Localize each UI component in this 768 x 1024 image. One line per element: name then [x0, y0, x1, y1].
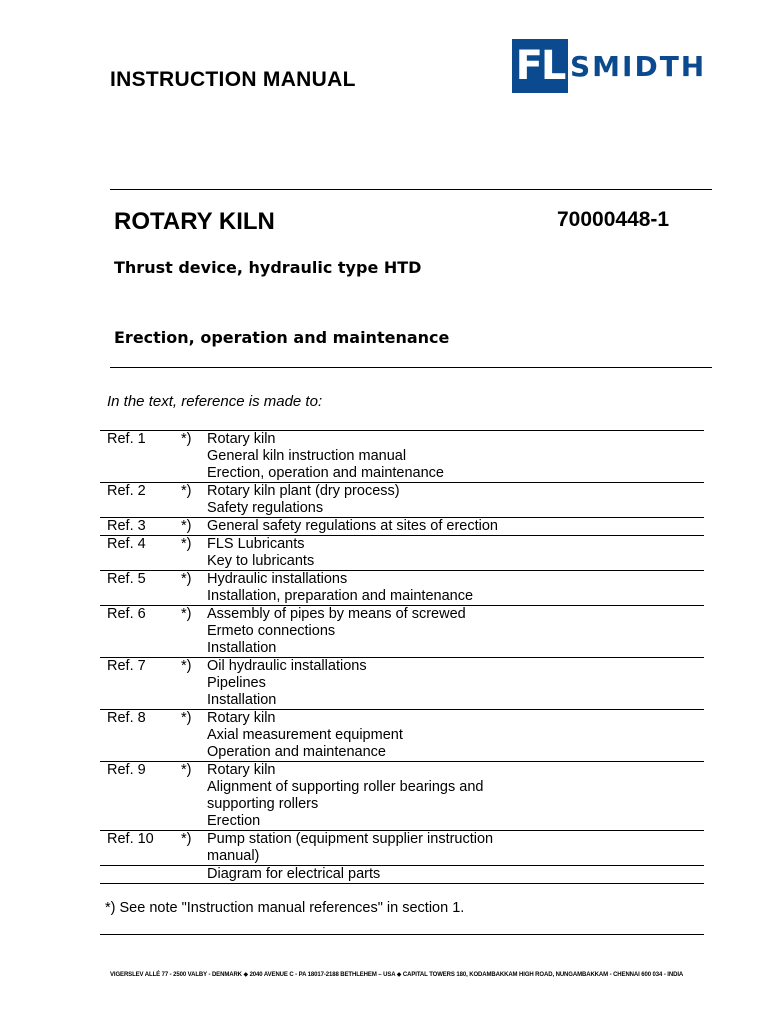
logo-text: SMIDTH	[570, 50, 707, 83]
reference-row	[100, 571, 704, 606]
reference-line: Rotary kiln plant (dry process)	[207, 483, 400, 499]
reference-description	[207, 762, 704, 830]
reference-mark: *)	[181, 831, 192, 847]
reference-id: Ref. 5	[107, 571, 146, 587]
reference-line: supporting rollers	[207, 796, 319, 812]
reference-line: Erection, operation and maintenance	[207, 465, 444, 481]
reference-id: Ref. 6	[107, 606, 146, 622]
reference-line: General safety regulations at sites of erection	[207, 518, 498, 534]
reference-row	[100, 866, 704, 884]
reference-id: Ref. 9	[107, 762, 146, 778]
reference-description	[207, 866, 704, 883]
reference-id: Ref. 3	[107, 518, 146, 534]
reference-line: Safety regulations	[207, 500, 324, 516]
reference-line: Diagram for electrical parts	[207, 866, 381, 882]
reference-line: Axial measurement equipment	[207, 727, 403, 743]
reference-row	[100, 762, 704, 831]
document-section: Erection, operation and maintenance	[114, 328, 450, 347]
reference-description	[207, 536, 704, 570]
reference-line: Pipelines	[207, 675, 266, 691]
reference-description	[207, 658, 704, 709]
reference-mark: *)	[181, 762, 192, 778]
reference-id: Ref. 1	[107, 431, 146, 447]
reference-id: Ref. 8	[107, 710, 146, 726]
reference-description	[207, 518, 704, 535]
reference-id: Ref. 4	[107, 536, 146, 552]
reference-line: Oil hydraulic installations	[207, 658, 367, 674]
reference-line: Installation, preparation and maintenance	[207, 588, 474, 604]
reference-line: Installation	[207, 640, 277, 656]
reference-mark	[181, 866, 207, 883]
reference-description	[207, 831, 704, 865]
reference-note: *) See note "Instruction manual references" in section 1.	[105, 900, 465, 916]
reference-row	[100, 831, 704, 866]
reference-line: Ermeto connections	[207, 623, 336, 639]
reference-line: Erection	[207, 813, 261, 829]
reference-row	[100, 658, 704, 710]
reference-id: Ref. 2	[107, 483, 146, 499]
reference-mark: *)	[181, 606, 192, 622]
reference-mark: *)	[181, 710, 192, 726]
document-number: 70000448-1	[557, 208, 670, 231]
reference-mark: *)	[181, 431, 192, 447]
reference-row	[100, 431, 704, 483]
reference-mark: *)	[181, 658, 192, 674]
reference-description	[207, 710, 704, 761]
reference-line: Rotary kiln	[207, 431, 276, 447]
reference-mark: *)	[181, 536, 192, 552]
reference-row	[100, 518, 704, 536]
reference-mark: *)	[181, 518, 192, 534]
document-subtitle: Thrust device, hydraulic type HTD	[114, 258, 422, 277]
reference-description	[207, 483, 704, 517]
footer-addresses: VIGERSLEV ALLÉ 77 - 2500 VALBY - DENMARK ◆ 2040 AVENUE C - PA 18017-2188 BETHLEHEM – USA ◆ CAPITAL TOWERS 180, KODAMBAKKAM HIGH ROAD, NUNGAMBAKKAM - CHENNAI 600 034 - INDIA	[110, 972, 684, 978]
reference-line: Assembly of pipes by means of screwed	[207, 606, 466, 622]
reference-description	[207, 571, 704, 605]
reference-line: Alignment of supporting roller bearings and	[207, 779, 484, 795]
reference-table	[100, 430, 704, 884]
reference-description	[207, 606, 704, 657]
reference-line: Key to lubricants	[207, 553, 315, 569]
divider-bottom	[100, 934, 704, 935]
divider-middle	[110, 367, 712, 368]
reference-id: Ref. 7	[107, 658, 146, 674]
reference-line: Installation	[207, 692, 277, 708]
reference-id	[100, 866, 181, 883]
intro-text: In the text, reference is made to:	[107, 393, 323, 410]
reference-line: Pump station (equipment supplier instruction	[207, 831, 494, 847]
logo-box: FL	[512, 39, 568, 93]
manual-title: INSTRUCTION MANUAL	[110, 68, 356, 91]
reference-mark: *)	[181, 571, 192, 587]
reference-row	[100, 710, 704, 762]
reference-line: Operation and maintenance	[207, 744, 386, 760]
reference-line: General kiln instruction manual	[207, 448, 407, 464]
reference-id: Ref. 10	[107, 831, 154, 847]
reference-row	[100, 536, 704, 571]
reference-line: manual)	[207, 848, 260, 864]
reference-line: Hydraulic installations	[207, 571, 348, 587]
reference-line: FLS Lubricants	[207, 536, 305, 552]
flsmidth-logo	[512, 39, 706, 93]
reference-row	[100, 606, 704, 658]
reference-line: Rotary kiln	[207, 710, 276, 726]
document-title: ROTARY KILN	[114, 208, 275, 235]
reference-description	[207, 431, 704, 482]
reference-line: Rotary kiln	[207, 762, 276, 778]
reference-row	[100, 483, 704, 518]
divider-top	[110, 189, 712, 190]
reference-mark: *)	[181, 483, 192, 499]
